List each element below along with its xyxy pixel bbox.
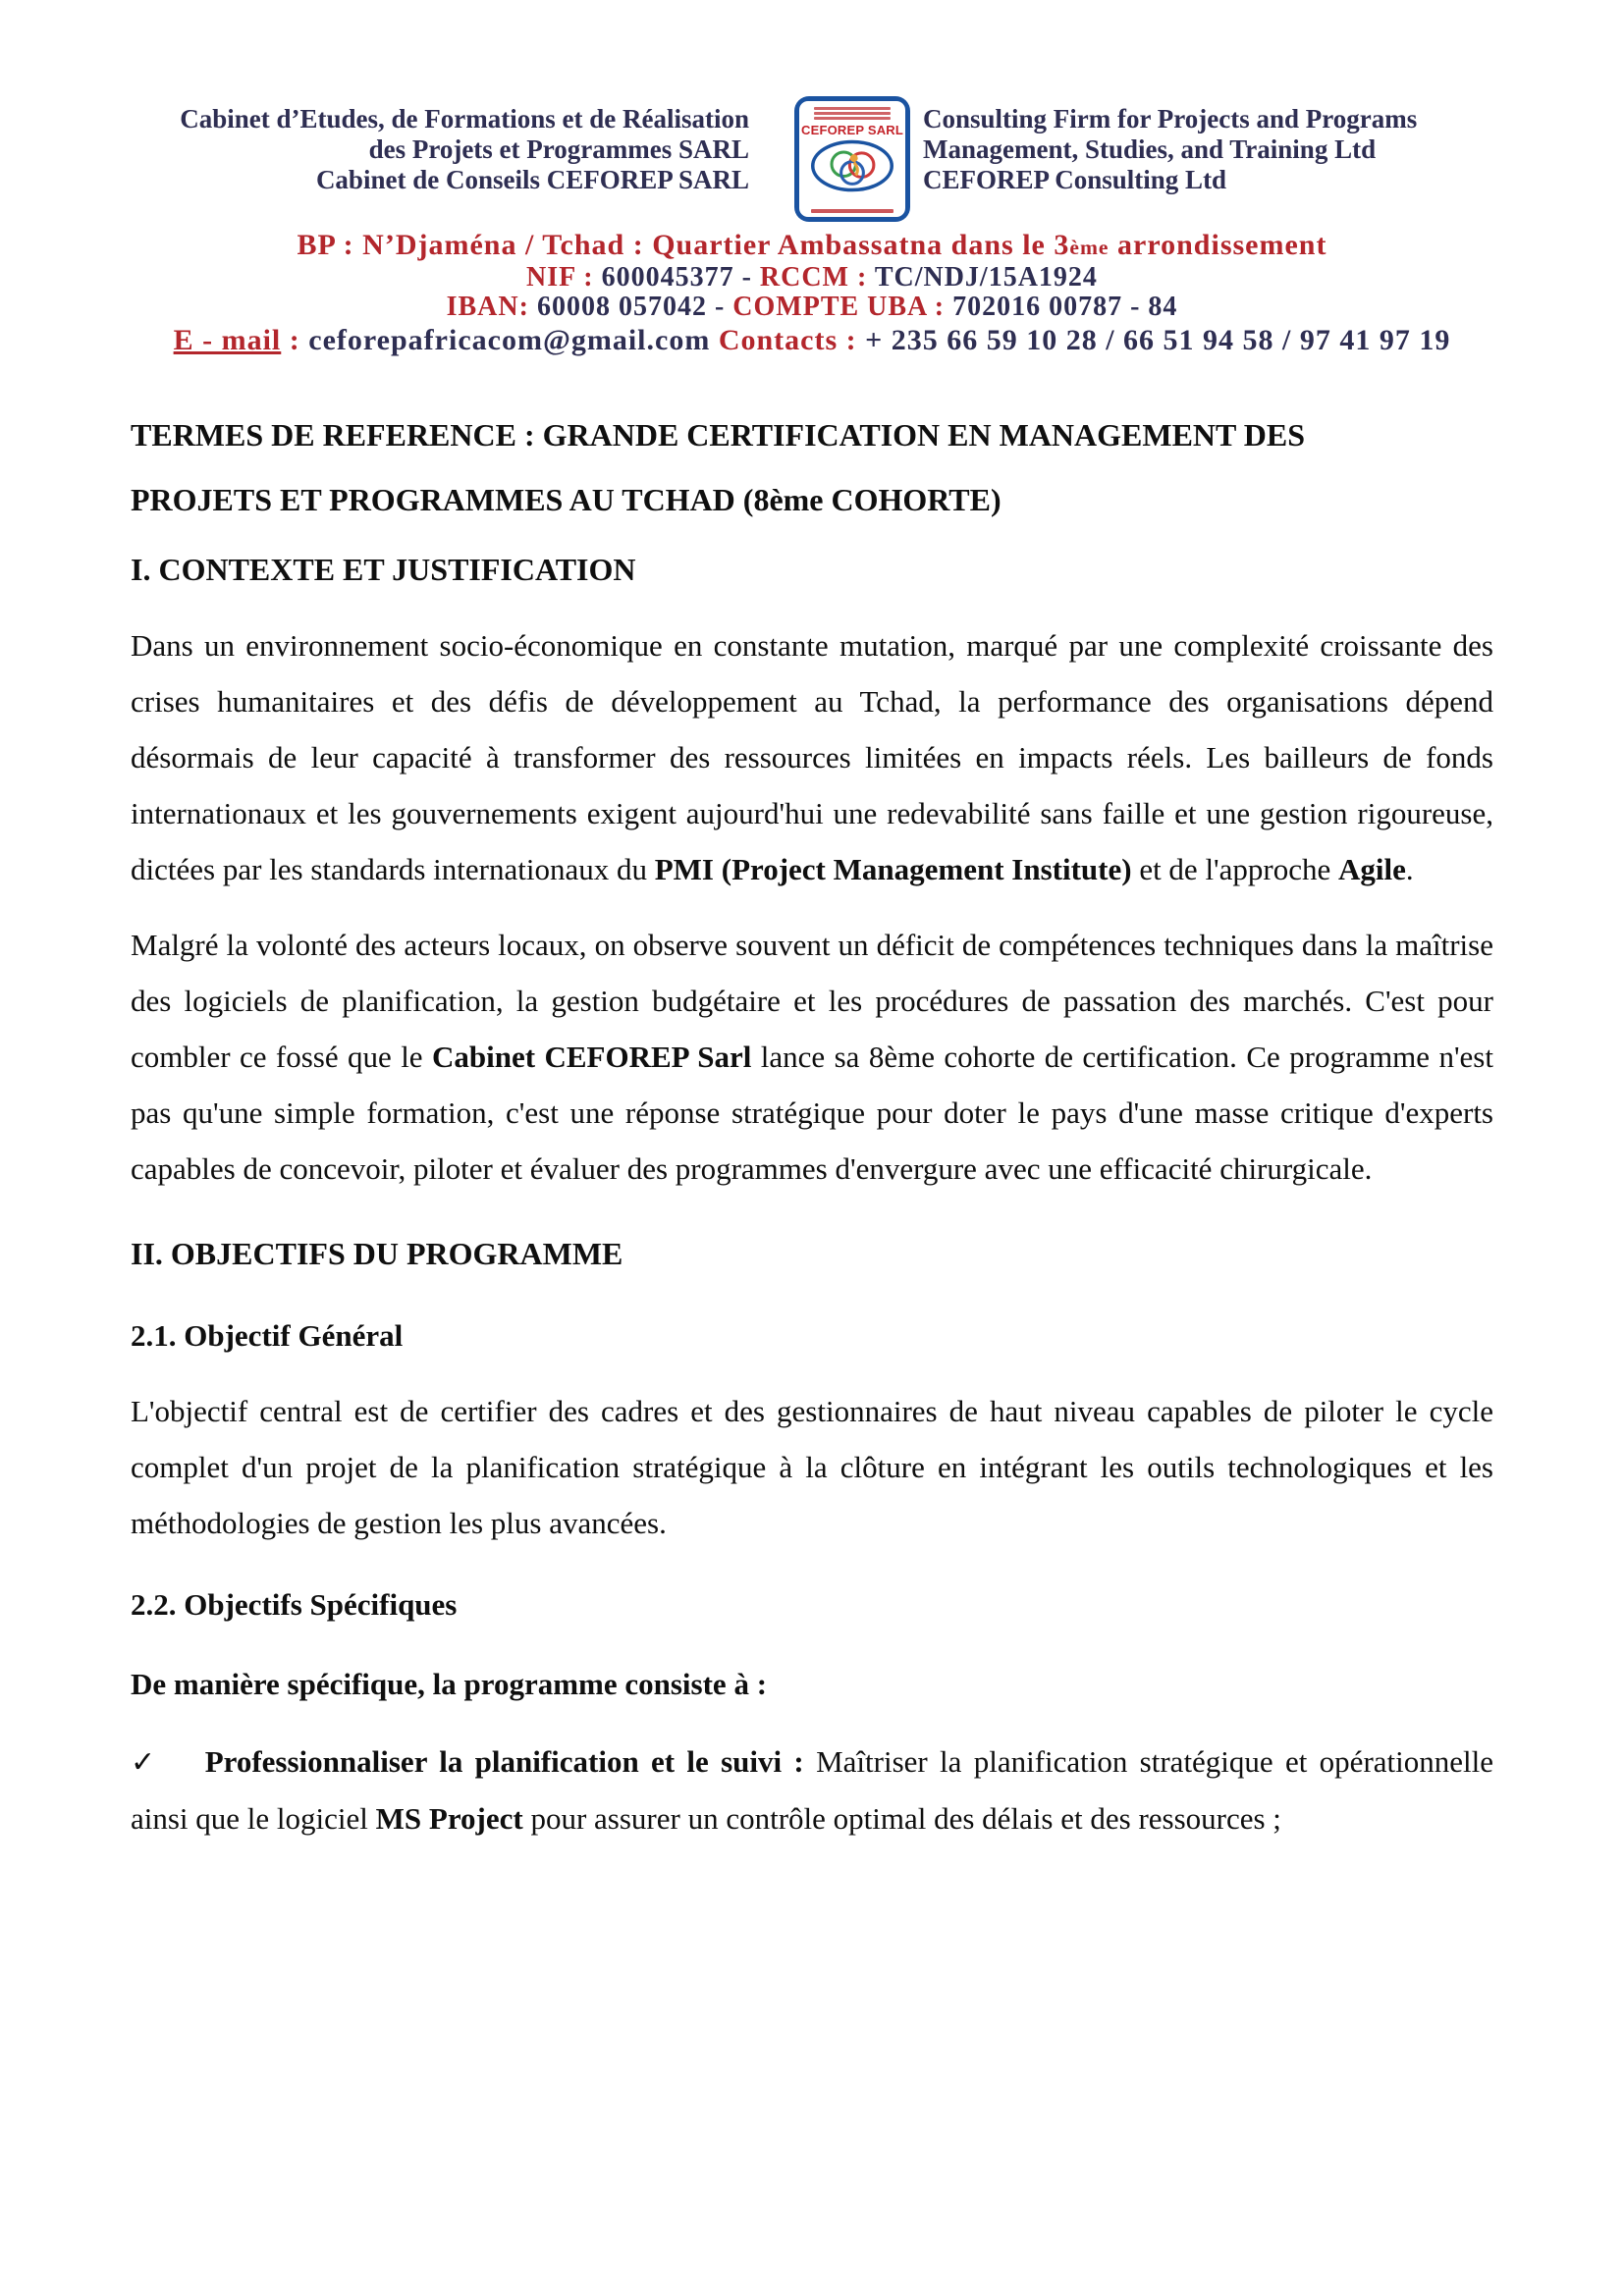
company-name-french — [131, 104, 749, 195]
iban-line — [131, 293, 1493, 322]
company-fr-line-3: Cabinet de Conseils CEFOREP SARL — [315, 165, 749, 194]
compte-uba-label: COMPTE UBA : — [732, 292, 953, 322]
logo-fine-print — [814, 107, 891, 120]
phone-numbers: + 235 66 59 10 28 / 66 51 94 58 / 97 41 97 19 — [865, 324, 1451, 356]
subsection-objectifs-specifiques: 2.2. Objectifs Spécifiques — [131, 1587, 458, 1622]
logo-wordmark: CEFOREP SARL — [801, 123, 904, 137]
separator-dash: - — [733, 262, 760, 293]
company-fr-line-2: des Projets et Programmes SARL — [368, 134, 749, 164]
document-body — [131, 402, 1493, 1846]
paragraph-text: Dans un environnement socio-économique en constante mutation, marqué par une complexité croissante des crises humanitaires et des défis de développement au Tchad, la performance des organisations dépend désormais de leur capacité à transformer des ressources limitées en impacts réels. Les bailleurs de fonds internationaux et les gouvernements exigent aujourd'hui une redevabilité sans faille et une gestion rigoureuse, dictées par les standards internationaux du — [131, 628, 1493, 886]
bold-ms-project: MS Project — [375, 1801, 523, 1836]
iban-value: 60008 057042 - — [536, 292, 733, 322]
compte-uba-value: 702016 00787 - 84 — [952, 292, 1178, 322]
paragraph-text: et de l'approche — [1131, 852, 1338, 886]
company-en-line-3: CEFOREP Consulting Ltd — [923, 165, 1227, 194]
nif-label: NIF : — [526, 262, 602, 293]
ceforep-logo-inner — [799, 101, 905, 217]
email-contacts-line — [131, 324, 1493, 357]
email-label: E - mail — [173, 324, 282, 356]
bullet-objective-1 — [131, 1734, 1493, 1846]
paragraph-text: Maîtriser la planification stratégique et opérationnelle ainsi que le logiciel — [131, 1744, 1493, 1836]
paragraph-context-2 — [131, 917, 1493, 1197]
lead-sentence: De manière spécifique, la programme consiste à : — [131, 1667, 768, 1701]
document-title-line-2: PROJETS ET PROGRAMMES AU TCHAD (8ème COHORTE) — [131, 482, 1001, 517]
paragraph-text: pour assurer un contrôle optimal des délais et des ressources ; — [522, 1801, 1281, 1836]
nif-value: 600045377 — [601, 262, 734, 293]
checkmark-icon: ✓ — [131, 1745, 160, 1780]
address-text: BP : N’Djaména / Tchad : Quartier Ambassatna dans le 3 — [297, 229, 1070, 261]
document-title-line-1: TERMES DE REFERENCE : GRANDE CERTIFICATION EN MANAGEMENT DES — [131, 417, 1306, 453]
bold-pmi: PMI (Project Management Institute) — [654, 852, 1132, 886]
iban-label: IBAN: — [446, 292, 537, 322]
section-heading-objectifs: II. OBJECTIFS DU PROGRAMME — [131, 1236, 623, 1271]
bold-cabinet-ceforep: Cabinet CEFOREP Sarl — [431, 1040, 752, 1074]
document-title — [131, 402, 1493, 532]
paragraph-text: Malgré la volonté des acteurs locaux, on observe souvent un déficit de compétences techniques dans la maîtrise des logiciels de planification, la gestion budgétaire et les procédures de passation des marchés. C'est pour combler ce fossé que le — [131, 928, 1493, 1074]
section-heading-context: I. CONTEXTE ET JUSTIFICATION — [131, 552, 636, 587]
rccm-label: RCCM : — [759, 262, 875, 293]
email-address: ceforepafricacom@gmail.com — [308, 324, 711, 356]
subsection-objectif-general: 2.1. Objectif Général — [131, 1318, 404, 1353]
address-ordinal: ème — [1069, 236, 1110, 259]
ceforep-logo — [794, 96, 910, 222]
bold-bullet-lead: Professionnaliser la planification et le suivi : — [204, 1744, 817, 1779]
nif-rccm-line — [131, 263, 1493, 293]
company-name-english — [923, 104, 1493, 195]
rccm-value: TC/NDJ/15A1924 — [874, 262, 1098, 293]
email-colon: : — [281, 324, 309, 356]
address-line — [131, 230, 1493, 263]
logo-rings-icon — [809, 138, 895, 193]
logo-bottom-caption — [811, 209, 893, 213]
letterhead-top — [131, 104, 1493, 222]
bold-agile: Agile — [1338, 852, 1406, 886]
address-text-end: arrondissement — [1109, 229, 1327, 261]
paragraph-objectif-general: L'objectif central est de certifier des cadres et des gestionnaires de haut niveau capables de piloter le cycle complet d'un projet de la planification stratégique à la clôture en intégrant les outils technologiques et les méthodologies de gestion les plus avancées. — [131, 1394, 1493, 1540]
letterhead-contact-block — [131, 230, 1493, 357]
letterhead — [131, 104, 1493, 357]
company-fr-line-1: Cabinet d’Etudes, de Formations et de Réalisation — [180, 104, 749, 133]
paragraph-context-1 — [131, 617, 1493, 897]
paragraph-text: . — [1405, 852, 1414, 886]
company-en-line-1: Consulting Firm for Projects and Programs — [923, 104, 1418, 133]
contacts-label: Contacts : — [710, 324, 866, 356]
paragraph-text: lance sa 8ème cohorte de certification. Ce programme n'est pas qu'une simple formation, c'est une réponse stratégique pour doter le pays d'une masse critique d'experts capables de concevoir, piloter et évaluer des programmes d'envergure avec une efficacité chirurgicale. — [131, 1040, 1493, 1186]
company-en-line-2: Management, Studies, and Training Ltd — [923, 134, 1377, 164]
